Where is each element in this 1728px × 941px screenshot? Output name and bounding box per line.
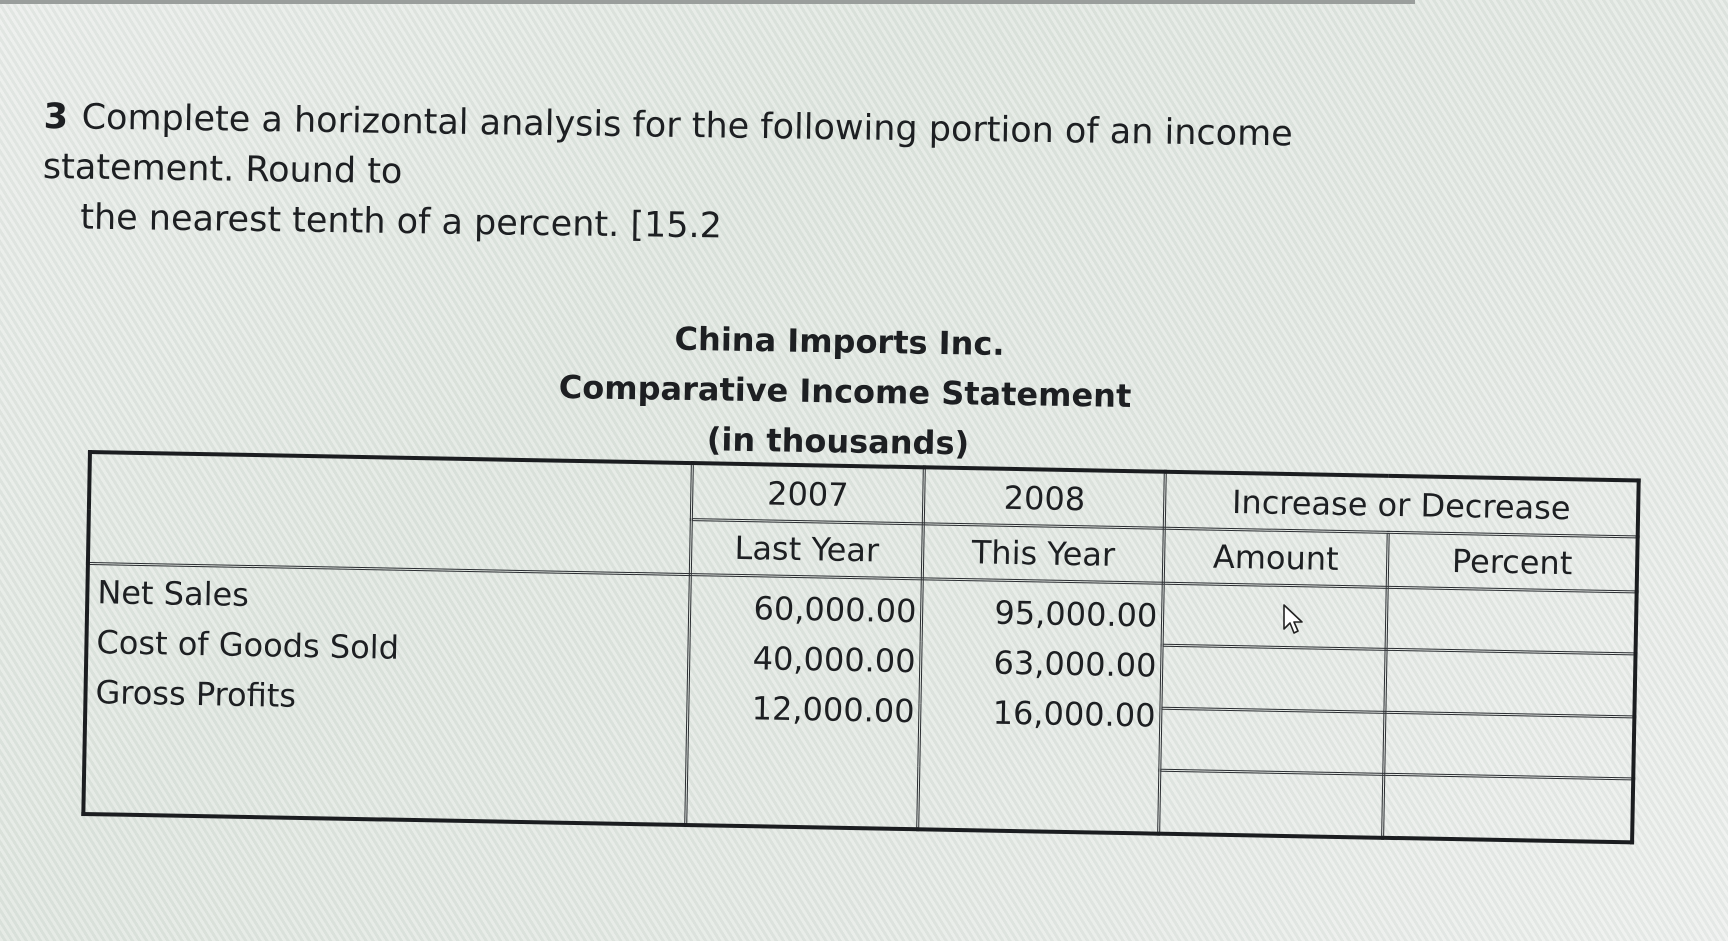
income-statement-table	[81, 450, 1640, 844]
gross-profits-this-year: 16,000.00	[992, 693, 1156, 735]
amount-header: Amount	[1163, 528, 1388, 586]
net-sales-amount-cell[interactable]	[1162, 583, 1387, 650]
statement-heading	[558, 312, 1132, 471]
gross-profits-amount-cell[interactable]	[1160, 708, 1385, 775]
cogs-last-year: 40,000.00	[752, 638, 916, 680]
row-label-net-sales: Net Sales	[97, 572, 250, 614]
cogs-amount-cell[interactable]	[1161, 645, 1386, 712]
net-sales-this-year: 95,000.00	[994, 593, 1158, 635]
statement-title: Comparative Income Statement	[558, 367, 1132, 415]
col-2007-year: 2007	[691, 463, 924, 524]
gross-profits-last-year: 12,000.00	[751, 688, 915, 730]
mouse-pointer-icon	[1282, 604, 1306, 636]
percent-header: Percent	[1387, 533, 1638, 592]
cogs-percent-cell[interactable]	[1385, 649, 1636, 716]
row-label-cost-of-goods-sold: Cost of Goods Sold	[96, 622, 400, 667]
question-text	[42, 92, 1464, 262]
question-line-2: the nearest tenth of a percent. [15.2	[79, 197, 723, 247]
blank-percent-cell[interactable]	[1383, 775, 1634, 843]
increase-or-decrease-header: Increase or Decrease	[1164, 472, 1638, 537]
company-name: China Imports Inc.	[674, 319, 1005, 363]
row-labels-cell	[83, 563, 690, 825]
window-top-edge	[0, 0, 1415, 4]
net-sales-last-year: 60,000.00	[753, 588, 917, 630]
col-last-year-label: Last Year	[690, 520, 923, 579]
header-blank-cell	[88, 452, 692, 574]
blank-amount-cell[interactable]	[1159, 770, 1384, 837]
cogs-this-year: 63,000.00	[993, 643, 1157, 685]
question-line-1: Complete a horizontal analysis for the following portion of an income statement. Round to	[42, 97, 1294, 193]
row-label-gross-profits: Gross Profits	[95, 672, 297, 715]
net-sales-percent-cell[interactable]	[1386, 587, 1637, 654]
last-year-values-cell	[686, 574, 923, 829]
gross-profits-percent-cell[interactable]	[1384, 712, 1635, 779]
income-statement-sheet	[81, 450, 1640, 844]
col-2008-year: 2008	[924, 467, 1166, 528]
col-this-year-label: This Year	[923, 524, 1165, 583]
this-year-values-cell	[918, 578, 1164, 833]
question-number: 3	[43, 96, 69, 138]
statement-units: (in thousands)	[706, 420, 970, 463]
